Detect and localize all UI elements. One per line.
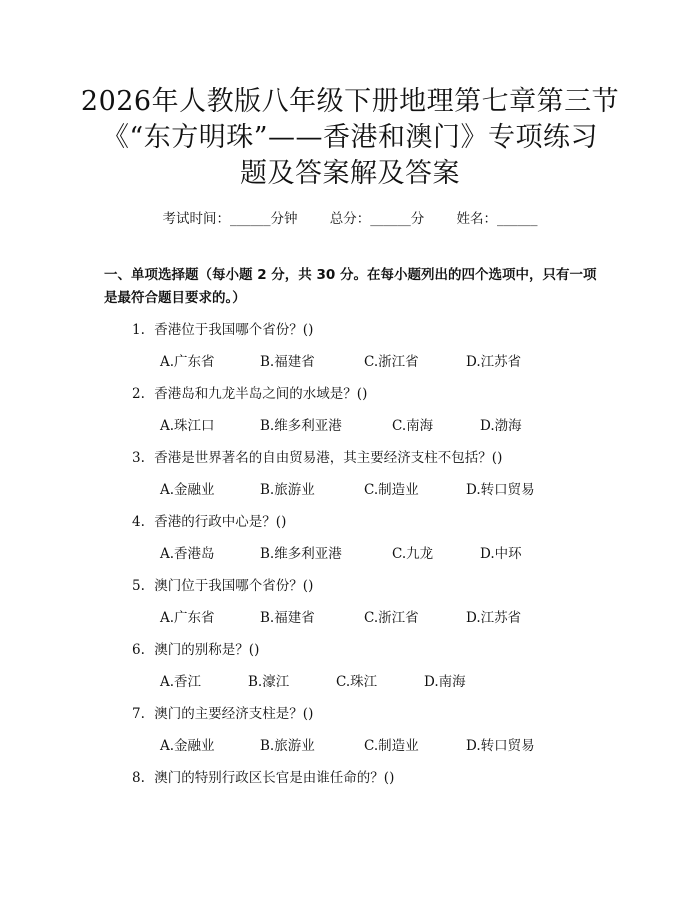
question-text: 香港位于我国哪个省份？() [154,322,314,338]
option-a: A.珠江口 [160,418,215,434]
option-d: D.转口贸易 [466,738,535,754]
question-number: 5. [132,578,145,594]
question-text: 香港岛和九龙半岛之间的水域是？() [154,386,368,402]
question-6-options [160,670,630,690]
question-number: 7. [132,706,145,722]
option-a: A.广东省 [160,354,215,370]
option-d: D.南海 [424,674,466,690]
question-5-options [160,606,630,626]
question-7-options [160,734,630,754]
option-b: B.福建省 [260,354,315,370]
option-b: B.维多利亚港 [260,418,342,434]
total-score-field: 总分：______分 [329,211,425,227]
question-number: 3. [132,450,145,466]
option-d: D.转口贸易 [466,482,535,498]
option-a: A.金融业 [160,738,215,754]
option-c: C.制造业 [364,738,419,754]
document-title [60,84,640,192]
question-2 [132,382,367,402]
question-6 [132,638,259,658]
question-text: 澳门的别称是？() [154,642,260,658]
option-c: C.珠江 [336,674,378,690]
question-2-options [160,414,630,434]
option-c: C.南海 [392,418,434,434]
option-a: A.香江 [160,674,202,690]
question-1 [132,318,313,338]
option-c: C.制造业 [364,482,419,498]
option-b: B.福建省 [260,610,315,626]
question-number: 6. [132,642,145,658]
option-b: B.维多利亚港 [260,546,342,562]
question-text: 香港是世界著名的自由贸易港，其主要经济支柱不包括？() [154,450,503,466]
question-text: 香港的行政中心是？() [154,514,287,530]
title-line-2: 《“东方明珠”——香港和澳门》专项练习 [101,122,599,153]
exam-time-field: 考试时间：______分钟 [162,211,298,227]
option-b: B.旅游业 [260,482,315,498]
title-line-1: 2026年人教版八年级下册地理第七章第三节 [80,86,620,117]
option-b: B.濠江 [248,674,290,690]
question-number: 2. [132,386,145,402]
question-4 [132,510,286,530]
option-a: A.金融业 [160,482,215,498]
option-c: C.九龙 [392,546,434,562]
student-name-field: 姓名：______ [456,211,538,227]
question-8 [132,766,394,786]
option-c: C.浙江省 [364,610,419,626]
question-3 [132,446,502,466]
question-text: 澳门的主要经济支柱是？() [154,706,314,722]
question-text: 澳门的特别行政区长官是由谁任命的？() [154,770,395,786]
question-5 [132,574,313,594]
option-c: C.浙江省 [364,354,419,370]
question-number: 1. [132,322,145,338]
section-heading: 一、单项选择题（每小题 2 分，共 30 分。在每小题列出的四个选项中，只有一项是最符合题目要求的。） [104,267,597,306]
question-4-options [160,542,630,562]
option-a: A.广东省 [160,610,215,626]
option-d: D.渤海 [480,418,522,434]
title-line-3: 题及答案解及答案 [240,158,460,189]
option-d: D.江苏省 [466,610,522,626]
option-d: D.江苏省 [466,354,522,370]
question-3-options [160,478,630,498]
option-a: A.香港岛 [160,546,215,562]
question-number: 8. [132,770,145,786]
option-b: B.旅游业 [260,738,315,754]
option-d: D.中环 [480,546,522,562]
question-7 [132,702,313,722]
exam-meta [0,207,700,227]
question-number: 4. [132,514,145,530]
question-text: 澳门位于我国哪个省份？() [154,578,314,594]
question-1-options [160,350,630,370]
